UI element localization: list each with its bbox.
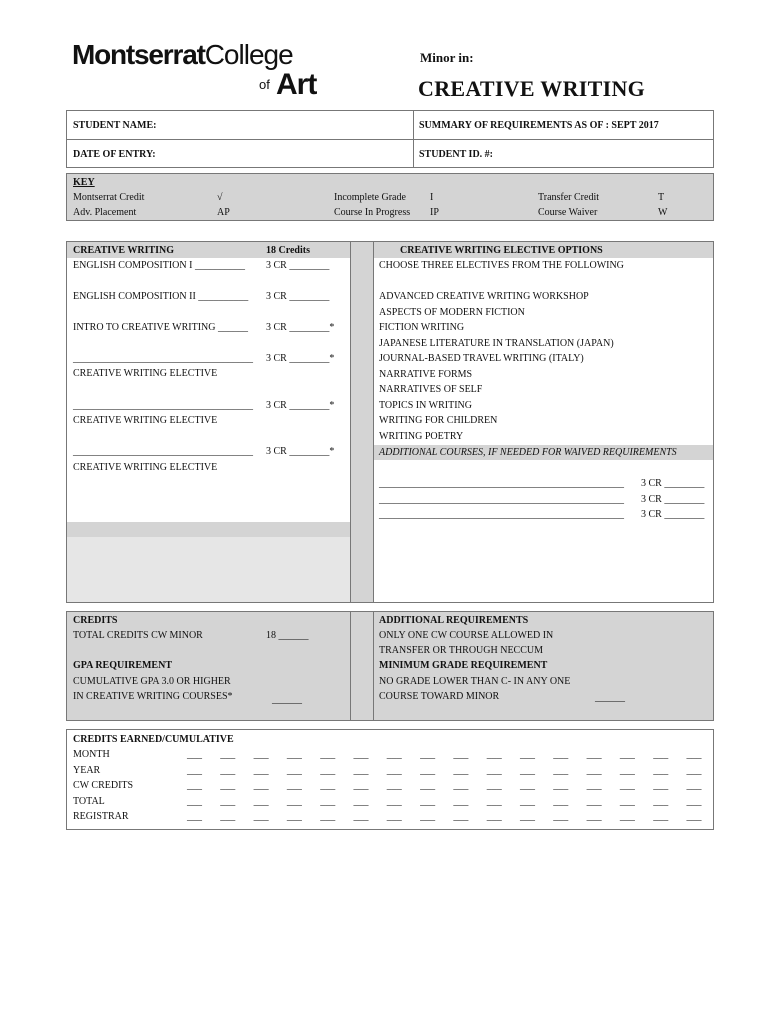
summary-label: SUMMARY OF REQUIREMENTS AS OF : SEPT 2017 (419, 120, 659, 131)
elective-option: FICTION WRITING (379, 322, 465, 333)
earned-blank: ___ (286, 765, 302, 776)
key-code: W (658, 207, 668, 218)
earned-blank: ___ (653, 780, 669, 791)
course-name: ____________________________________ (73, 353, 253, 364)
course-name: ENGLISH COMPOSITION I __________ (73, 260, 245, 271)
elective-option: JAPANESE LITERATURE IN TRANSLATION (JAPAN) (379, 338, 614, 349)
course-credit: 3 CR ________ (266, 291, 330, 302)
earned-blank: ___ (253, 749, 269, 760)
earned-blank: ___ (486, 796, 502, 807)
earned-blank: ___ (553, 749, 569, 760)
earned-blank: ___ (220, 811, 236, 822)
earned-blank: ___ (686, 780, 702, 791)
key-code: IP (430, 207, 439, 218)
earned-blank: ___ (619, 796, 635, 807)
additional-course-credit: 3 CR ________ (641, 509, 705, 520)
course-name: ENGLISH COMPOSITION II __________ (73, 291, 249, 302)
earned-blank: ___ (187, 780, 202, 791)
earned-blank: ___ (486, 780, 502, 791)
earned-row-label: TOTAL (73, 796, 105, 807)
logo-of: of (259, 77, 270, 92)
credits-earned-heading: CREDITS EARNED/CUMULATIVE (73, 734, 234, 745)
course-credit: 3 CR ________* (266, 400, 335, 411)
earned-blank: ___ (586, 765, 602, 776)
earned-blank: ___ (353, 765, 369, 776)
earned-blank: ___ (353, 811, 369, 822)
earned-blank: ___ (453, 749, 469, 760)
earned-blank: ___ (320, 811, 336, 822)
earned-row-label: REGISTRAR (73, 811, 129, 822)
key-label: Adv. Placement (73, 207, 137, 218)
additional-course-line: _________________________________________________ (379, 509, 624, 520)
additional-req-line: ONLY ONE CW COURSE ALLOWED IN (379, 630, 554, 641)
earned-blank: ___ (686, 749, 702, 760)
earned-blank: ___ (320, 780, 336, 791)
earned-blank: ___ (653, 796, 669, 807)
earned-blank: ___ (619, 780, 635, 791)
earned-blank: ___ (653, 749, 669, 760)
earned-blank: ___ (420, 765, 436, 776)
key-label: Course In Progress (334, 207, 411, 218)
key-label: Incomplete Grade (334, 192, 406, 203)
earned-blank: ___ (320, 796, 336, 807)
elective-option: ASPECTS OF MODERN FICTION (379, 307, 525, 318)
earned-blank: ___ (520, 749, 535, 760)
earned-blank: ___ (686, 811, 702, 822)
additional-courses-label: ADDITIONAL COURSES, IF NEEDED FOR WAIVED REQUIREMENTS (379, 447, 677, 458)
earned-blank: ___ (253, 780, 269, 791)
date-of-entry-label: DATE OF ENTRY: (73, 149, 156, 160)
key-code: I (430, 192, 434, 203)
min-grade-heading: MINIMUM GRADE REQUIREMENT (379, 660, 548, 671)
elective-option: ADVANCED CREATIVE WRITING WORKSHOP (379, 291, 589, 302)
additional-course-line: _________________________________________________ (379, 494, 624, 505)
student-id-label: STUDENT ID. #: (419, 149, 493, 160)
earned-blank: ___ (187, 765, 202, 776)
key-code: T (658, 192, 665, 203)
gpa-line: IN CREATIVE WRITING COURSES* (73, 691, 233, 702)
earned-blank: ___ (653, 811, 669, 822)
earned-blank: ___ (353, 749, 369, 760)
earned-blank: ___ (486, 811, 502, 822)
earned-blank: ___ (653, 765, 669, 776)
earned-blank: ___ (187, 749, 202, 760)
earned-blank: ___ (586, 749, 602, 760)
earned-blank: ___ (386, 811, 402, 822)
earned-row-label: YEAR (73, 765, 101, 776)
key-title: KEY (73, 177, 95, 188)
earned-blank: ___ (253, 796, 269, 807)
earned-blank: ___ (619, 811, 635, 822)
course-credit: 3 CR ________* (266, 322, 335, 333)
earned-blank: ___ (353, 796, 369, 807)
gpa-blank: ______ (272, 694, 302, 705)
course-credit: 3 CR ________* (266, 353, 335, 364)
credits-earned-box (66, 729, 714, 830)
earned-blank: ___ (586, 796, 602, 807)
key-label: Course Waiver (538, 207, 598, 218)
earned-blank: ___ (686, 765, 702, 776)
logo-art: Art (276, 68, 317, 101)
elective-option: TOPICS IN WRITING (379, 400, 472, 411)
additional-course-credit: 3 CR ________ (641, 494, 705, 505)
earned-blank: ___ (220, 780, 236, 791)
earned-blank: ___ (486, 749, 502, 760)
earned-blank: ___ (520, 811, 535, 822)
earned-blank: ___ (553, 780, 569, 791)
earned-blank: ___ (253, 811, 269, 822)
additional-course-credit: 3 CR ________ (641, 478, 705, 489)
course-name: CREATIVE WRITING ELECTIVE (73, 462, 218, 473)
earned-blank: ___ (320, 765, 336, 776)
earned-blank: ___ (386, 780, 402, 791)
additional-req-line: TRANSFER OR THROUGH NECCUM (379, 645, 544, 656)
student-info-box (66, 110, 714, 168)
earned-blank: ___ (420, 811, 436, 822)
key-box (66, 173, 714, 221)
minor-label: Minor in: (420, 50, 474, 65)
elective-option: WRITING FOR CHILDREN (379, 415, 498, 426)
additional-req-heading: ADDITIONAL REQUIREMENTS (379, 615, 529, 626)
earned-blank: ___ (320, 749, 336, 760)
earned-blank: ___ (353, 780, 369, 791)
key-label: Transfer Credit (538, 192, 600, 203)
college-logo (72, 40, 293, 70)
program-title: CREATIVE WRITING (418, 76, 646, 101)
earned-blank: ___ (453, 811, 469, 822)
course-credit: 3 CR ________ (266, 260, 330, 271)
course-name: ____________________________________ (73, 446, 253, 457)
elective-option: WRITING POETRY (379, 431, 464, 442)
student-name-label: STUDENT NAME: (73, 120, 157, 131)
elective-option: NARRATIVES OF SELF (379, 384, 483, 395)
key-label: Montserrat Credit (73, 192, 145, 203)
gpa-line: CUMULATIVE GPA 3.0 OR HIGHER (73, 676, 231, 687)
earned-row-label: MONTH (73, 749, 110, 760)
course-name: ____________________________________ (73, 400, 253, 411)
earned-blank: ___ (386, 796, 402, 807)
min-grade-blank: ______ (595, 692, 625, 703)
earned-blank: ___ (420, 749, 436, 760)
earned-blank: ___ (253, 765, 269, 776)
course-name: CREATIVE WRITING ELECTIVE (73, 368, 218, 379)
additional-course-line: _________________________________________________ (379, 478, 624, 489)
earned-blank: ___ (220, 765, 236, 776)
earned-blank: ___ (586, 811, 602, 822)
course-name: INTRO TO CREATIVE WRITING ______ (73, 322, 248, 333)
earned-blank: ___ (520, 765, 535, 776)
additional-req-line: NO GRADE LOWER THAN C- IN ANY ONE (379, 676, 571, 687)
earned-blank: ___ (420, 780, 436, 791)
earned-blank: ___ (386, 749, 402, 760)
courses-box (66, 241, 714, 603)
course-credit: 3 CR ________* (266, 446, 335, 457)
earned-blank: ___ (286, 749, 302, 760)
elective-option: JOURNAL-BASED TRAVEL WRITING (ITALY) (379, 353, 584, 364)
earned-blank: ___ (420, 796, 436, 807)
logo-montserrat: Montserrat (72, 39, 205, 70)
credits-heading: 18 Credits (266, 245, 310, 256)
earned-blank: ___ (553, 796, 569, 807)
earned-blank: ___ (453, 765, 469, 776)
total-credits-label: TOTAL CREDITS CW MINOR (73, 630, 203, 641)
earned-blank: ___ (520, 796, 535, 807)
earned-blank: ___ (220, 796, 236, 807)
earned-blank: ___ (553, 811, 569, 822)
total-credits-value: 18 ______ (266, 630, 309, 641)
earned-blank: ___ (619, 765, 635, 776)
credits-box (66, 611, 714, 721)
key-code: √ (217, 192, 223, 203)
logo-college: College (204, 39, 293, 70)
earned-blank: ___ (286, 811, 302, 822)
earned-blank: ___ (686, 796, 702, 807)
earned-blank: ___ (286, 780, 302, 791)
gpa-heading: GPA REQUIREMENT (73, 660, 172, 671)
earned-blank: ___ (386, 765, 402, 776)
credits-heading: CREDITS (73, 615, 118, 626)
earned-blank: ___ (520, 780, 535, 791)
additional-req-line: COURSE TOWARD MINOR (379, 691, 500, 702)
earned-blank: ___ (619, 749, 635, 760)
key-code: AP (217, 207, 230, 218)
earned-blank: ___ (187, 811, 202, 822)
earned-blank: ___ (187, 796, 202, 807)
earned-blank: ___ (453, 796, 469, 807)
earned-blank: ___ (453, 780, 469, 791)
electives-heading: CREATIVE WRITING ELECTIVE OPTIONS (400, 245, 603, 256)
earned-blank: ___ (486, 765, 502, 776)
course-name: CREATIVE WRITING ELECTIVE (73, 415, 218, 426)
earned-blank: ___ (553, 765, 569, 776)
courses-heading: CREATIVE WRITING (73, 245, 175, 256)
earned-blank: ___ (220, 749, 236, 760)
earned-blank: ___ (286, 796, 302, 807)
elective-option: NARRATIVE FORMS (379, 369, 473, 380)
earned-row-label: CW CREDITS (73, 780, 134, 791)
earned-blank: ___ (586, 780, 602, 791)
electives-instruction: CHOOSE THREE ELECTIVES FROM THE FOLLOWING (379, 260, 624, 271)
